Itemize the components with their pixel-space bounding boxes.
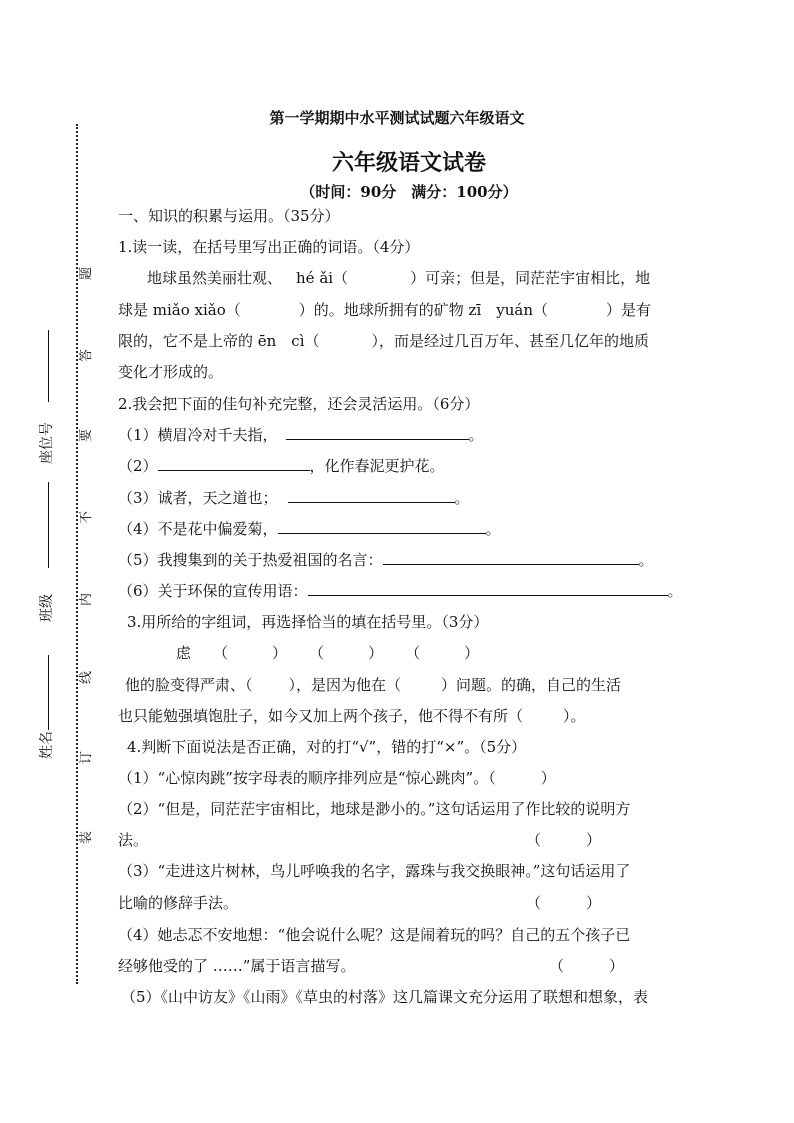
answer-blank[interactable] [286, 425, 469, 440]
question-4-statement-1: （1）“心惊肉跳”按字母表的顺序排列应是“惊心跳肉”。（ ） [118, 769, 556, 787]
class-blank[interactable] [48, 482, 49, 568]
question-2-item-4: （4）不是花中偏爱菊， 。 [118, 520, 501, 538]
margin-char: 订 [79, 750, 95, 765]
question-4-statement-4-line-2: 经够他受的了 ……”属于语言描写。 [118, 957, 356, 975]
question-2-item-2: （2） ，化作春泥更护花。 [118, 457, 445, 475]
answer-blank[interactable] [308, 581, 668, 596]
question-2-item-1: （1）横眉冷对千夫指， 。 [118, 426, 484, 444]
question-4-statement-3-line-1: （3）“走进这片树林，鸟儿呼唤我的名字，露珠与我交换眼神。”这句话运用了 [118, 862, 631, 880]
top-title: 第一学期期中水平测试试题六年级语文 [269, 109, 525, 127]
name-blank[interactable] [48, 655, 49, 730]
answer-blank[interactable] [158, 456, 310, 471]
exam-time-score: （时间：90分 满分：100分） [300, 183, 518, 201]
margin-char: 内 [79, 592, 95, 607]
question-2-title: 2.我会把下面的佳句补充完整，还会灵活运用。（6分） [118, 395, 480, 413]
margin-char: 装 [79, 830, 95, 845]
answer-blank[interactable] [288, 488, 455, 503]
margin-char: 题 [79, 266, 95, 281]
class-label: 班级 [39, 594, 55, 622]
answer-blank[interactable] [278, 519, 486, 534]
question-4-statement-2-line-2: 法。 [118, 831, 149, 849]
section-heading: 一、知识的积累与运用。（35分） [118, 207, 340, 225]
margin-char: 要 [79, 428, 95, 443]
answer-parentheses[interactable]: （ ） [549, 957, 625, 975]
question-4-statement-3-line-2: 比喻的修辞手法。 [118, 894, 239, 912]
seat-number-blank[interactable] [48, 330, 49, 402]
margin-char: 不 [79, 510, 95, 525]
question-1-line-3: 限的，它不是上帝的 ēn cì（ ），而是经过几百万年、甚至几亿年的地质 [118, 332, 650, 350]
question-2-item-3: （3）诚者，天之道也； 。 [118, 489, 470, 507]
given-character: 虑 [176, 644, 192, 662]
answer-parentheses[interactable]: （ ） [526, 831, 602, 849]
margin-char: 线 [79, 670, 95, 685]
question-3-line-2: 也只能勉强填饱肚子，如今又加上两个孩子，他不得不有所（ ）。 [118, 707, 586, 725]
margin-char: 答 [79, 348, 95, 363]
question-2-item-6: （6）关于环保的宣传用语： 。 [118, 582, 683, 600]
question-4-statement-4-line-1: （4）她忐忑不安地想：“他会说什么呢？这是闹着玩的吗？自己的五个孩子已 [118, 926, 631, 944]
question-3-word-boxes: 虑 （ ） （ ） （ ） [176, 644, 480, 662]
question-1-line-1: 地球虽然美丽壮观、 hé ǎi（ ）可亲；但是，同茫茫宇宙相比，地 [147, 269, 651, 287]
question-3-line-1: 他的脸变得严肃、（ ），是因为他在（ ）问题。的确，自己的生活 [125, 676, 622, 694]
answer-blank[interactable] [383, 550, 639, 565]
question-1-line-4: 变化才形成的。 [118, 363, 224, 381]
binding-dotted-line [76, 124, 78, 984]
question-1-title: 1.读一读，在括号里写出正确的词语。（4分） [118, 238, 420, 256]
page-title: 六年级语文试卷 [331, 150, 486, 176]
question-4-statement-2-line-1: （2）“但是，同茫茫宇宙相比，地球是渺小的。”这句话运用了作比较的说明方 [118, 800, 631, 818]
seat-number-label: 座位号 [39, 422, 55, 464]
question-4-statement-5: （5）《山中访友》《山雨》《草虫的村落》这几篇课文充分运用了联想和想象，表 [121, 988, 649, 1006]
question-2-item-5: （5）我搜集到的关于热爱祖国的名言： 。 [118, 551, 654, 569]
question-3-title: 3.用所给的字组词，再选择恰当的填在括号里。（3分） [127, 613, 489, 631]
answer-parentheses[interactable]: （ ） [526, 894, 602, 912]
question-4-title: 4.判断下面说法是否正确，对的打“√”，错的打“×”。（5分） [127, 738, 527, 756]
name-label: 姓名 [39, 731, 55, 759]
question-1-line-2: 球是 miǎo xiǎo（ ）的。地球所拥有的矿物 zī yuán（ ）是有 [118, 301, 651, 319]
